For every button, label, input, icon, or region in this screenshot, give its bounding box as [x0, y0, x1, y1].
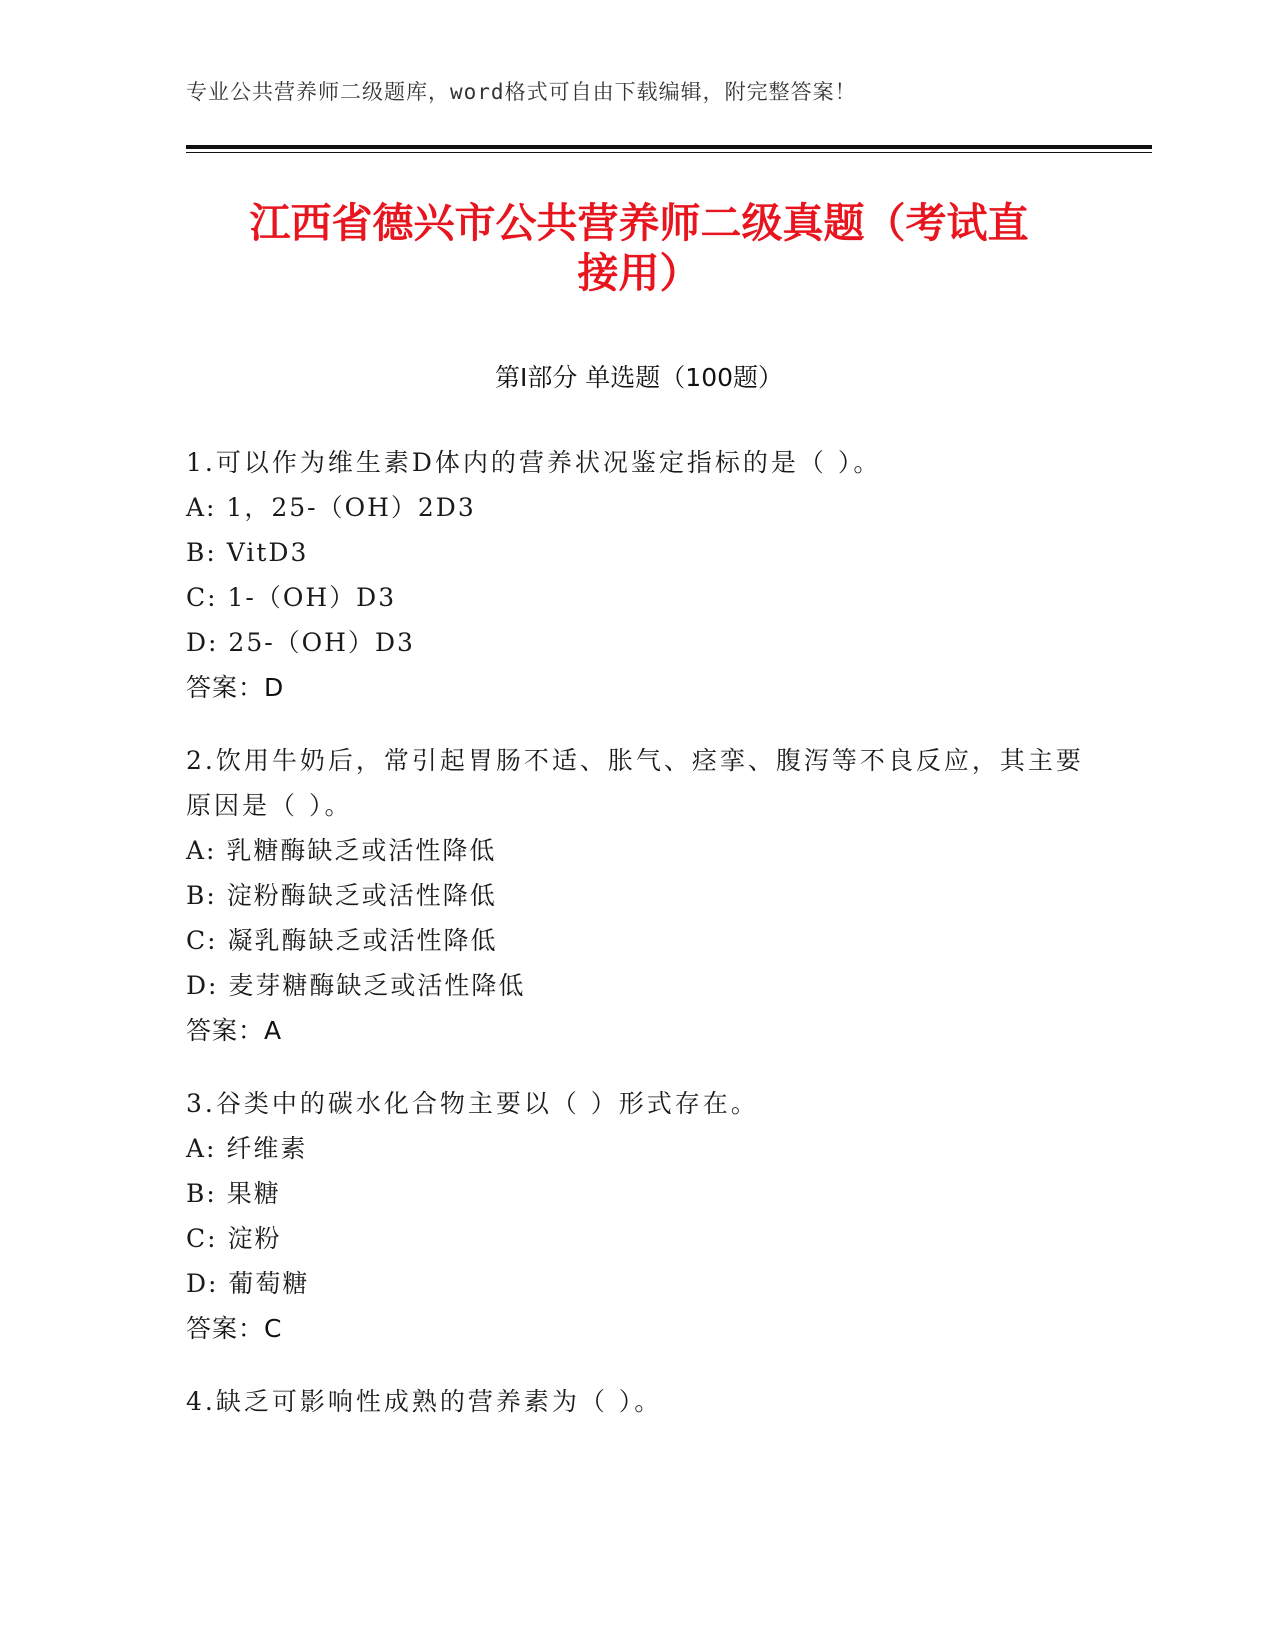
- question-stem: 2.饮用牛奶后，常引起胃肠不适、胀气、痉挛、腹泻等不良反应，其主要原因是（ ）。: [186, 746, 1084, 820]
- option-a: A: 1，25-（OH）2D3: [186, 493, 476, 522]
- header-divider: [186, 145, 1152, 149]
- option-b: B: 果糖: [186, 1179, 281, 1208]
- answer: 答案：A: [186, 1016, 283, 1045]
- option-d: D: 麦芽糖酶缺乏或活性降低: [186, 971, 526, 1000]
- option-a: A: 纤维素: [186, 1134, 308, 1163]
- question-1: [186, 440, 1086, 710]
- option-d: D: 葡萄糖: [186, 1269, 310, 1298]
- question-stem: 1.可以作为维生素D体内的营养状况鉴定指标的是（ ）。: [186, 448, 882, 477]
- document-title: [186, 198, 1092, 298]
- question-4: [186, 1379, 1086, 1424]
- option-b: B: VitD3: [186, 538, 309, 567]
- answer: 答案：C: [186, 1314, 283, 1343]
- option-d: D: 25-（OH）D3: [186, 628, 415, 657]
- option-c: C: 凝乳酶缺乏或活性降低: [186, 926, 498, 955]
- option-c: C: 1-（OH）D3: [186, 583, 397, 612]
- document-title-line-2: 接用）: [577, 249, 701, 297]
- option-b: B: 淀粉酶缺乏或活性降低: [186, 881, 497, 910]
- option-a: A: 乳糖酶缺乏或活性降低: [186, 836, 497, 865]
- page-header: 专业公共营养师二级题库，word格式可自由下载编辑，附完整答案！: [186, 80, 857, 104]
- document-title-line-1: 江西省德兴市公共营养师二级真题（考试直: [249, 199, 1029, 247]
- answer: 答案：D: [186, 673, 285, 702]
- question-stem: 4.缺乏可影响性成熟的营养素为（ ）。: [186, 1387, 663, 1416]
- question-2: [186, 738, 1086, 1053]
- option-c: C: 淀粉: [186, 1224, 282, 1253]
- section-title: 第Ⅰ部分 单选题（100题）: [494, 363, 784, 392]
- header-divider-thin: [186, 152, 1152, 153]
- question-3: [186, 1081, 1086, 1351]
- question-list: [186, 440, 1086, 1452]
- question-stem: 3.谷类中的碳水化合物主要以（ ）形式存在。: [186, 1089, 759, 1118]
